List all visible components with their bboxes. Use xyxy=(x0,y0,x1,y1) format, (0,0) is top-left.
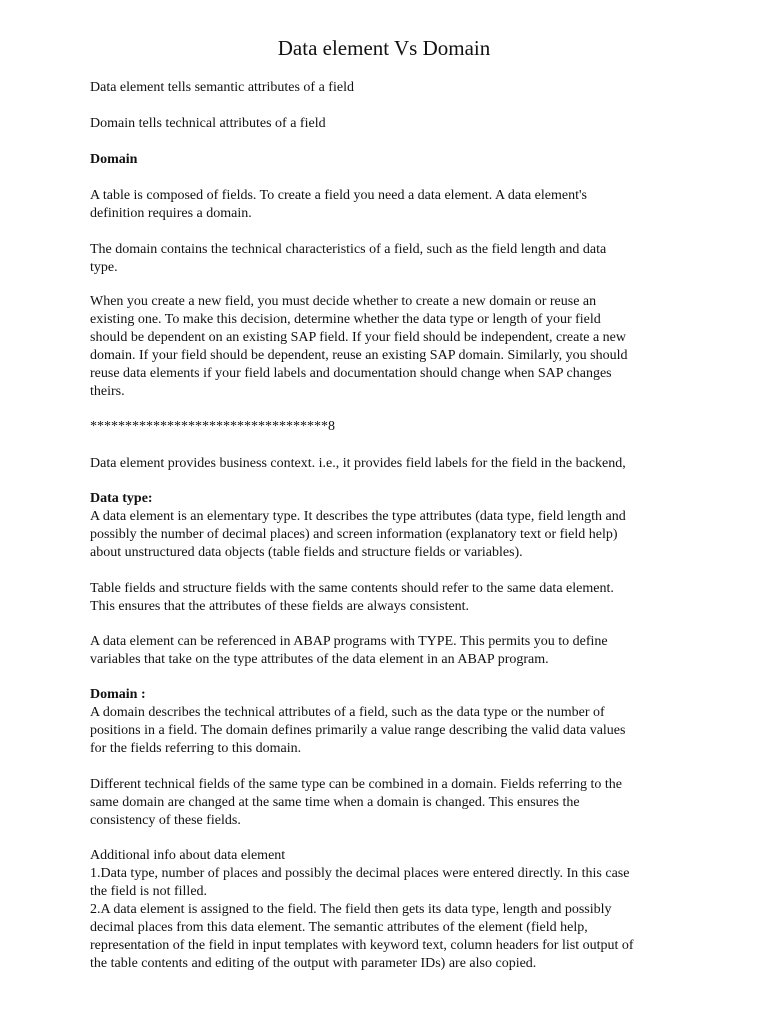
paragraph-technical-fields xyxy=(90,776,690,830)
text-line: This ensures that the attributes of these fields are always consistent. xyxy=(90,599,470,614)
text-line: possibly the number of decimal places) and screen information (explanatory text or field help) xyxy=(90,527,618,542)
text-line: consistency of these fields. xyxy=(90,813,241,828)
paragraph-abap-type xyxy=(90,633,690,669)
text-line: the field is not filled. xyxy=(90,884,208,899)
text-line: representation of the field in input templates with keyword text, column headers for list output of xyxy=(90,938,634,953)
heading-data-type: Data type: xyxy=(90,491,153,506)
text-line: Additional info about data element xyxy=(90,848,286,863)
text-line: for the fields referring to this domain. xyxy=(90,741,302,756)
text-line: should be dependent on an existing SAP field. If your field should be independent, create a new xyxy=(90,330,627,345)
heading-domain: Domain xyxy=(90,152,138,167)
paragraph-additional-info xyxy=(90,847,690,973)
text-line: A domain describes the technical attributes of a field, such as the data type or the number of xyxy=(90,705,605,720)
paragraph-domain-contains xyxy=(90,241,690,277)
document-title: Data element Vs Domain xyxy=(277,36,491,60)
intro-domain: Domain tells technical attributes of a field xyxy=(90,116,326,131)
paragraph-domain-describes xyxy=(90,704,690,758)
text-line: The domain contains the technical characteristics of a field, such as the field length and data xyxy=(90,242,607,257)
text-line: existing one. To make this decision, determine whether the data type or length of your field xyxy=(90,312,601,327)
text-line: A data element is an elementary type. It describes the type attributes (data type, field length and xyxy=(90,509,626,524)
heading-domain-2: Domain : xyxy=(90,687,146,702)
text-line: 2.A data element is assigned to the field. The field then gets its data type, length and possibly xyxy=(90,902,612,917)
text-line: the table contents and editing of the output with parameter IDs) are also copied. xyxy=(90,956,537,971)
text-line: domain. If your field should be dependent, reuse an existing SAP domain. Similarly, you should xyxy=(90,348,628,363)
separator-line: **********************************8 xyxy=(90,419,335,434)
text-line: A table is composed of fields. To create a field you need a data element. A data element's xyxy=(90,188,587,203)
text-line: positions in a field. The domain defines primarily a value range describing the valid data values xyxy=(90,723,626,738)
text-line: reuse data elements if your field labels and documentation should change when SAP changes xyxy=(90,366,612,381)
intro-data-element: Data element tells semantic attributes of a field xyxy=(90,80,354,95)
paragraph-table-composed xyxy=(90,187,690,223)
text-line: When you create a new field, you must decide whether to create a new domain or reuse an xyxy=(90,294,597,309)
text-line: type. xyxy=(90,260,118,275)
text-line: about unstructured data objects (table fields and structure fields or variables). xyxy=(90,545,523,560)
text-line: same domain are changed at the same time when a domain is changed. This ensures the xyxy=(90,795,580,810)
text-line: 1.Data type, number of places and possibly the decimal places were entered directly. In this case xyxy=(90,866,630,881)
paragraph-new-field xyxy=(90,293,690,401)
text-line: variables that take on the type attributes of the data element in an ABAP program. xyxy=(90,652,549,667)
text-line: definition requires a domain. xyxy=(90,206,252,221)
paragraph-table-fields xyxy=(90,580,690,616)
paragraph-elementary-type xyxy=(90,508,690,562)
text-line: Table fields and structure fields with the same contents should refer to the same data element. xyxy=(90,581,614,596)
text-line: theirs. xyxy=(90,384,125,399)
text-line: A data element can be referenced in ABAP programs with TYPE. This permits you to define xyxy=(90,634,608,649)
text-line: decimal places from this data element. The semantic attributes of the element (field help, xyxy=(90,920,588,935)
paragraph-business-context: Data element provides business context. i.e., it provides field labels for the field in the backend, xyxy=(90,456,626,471)
text-line: Different technical fields of the same type can be combined in a domain. Fields referring to the xyxy=(90,777,622,792)
